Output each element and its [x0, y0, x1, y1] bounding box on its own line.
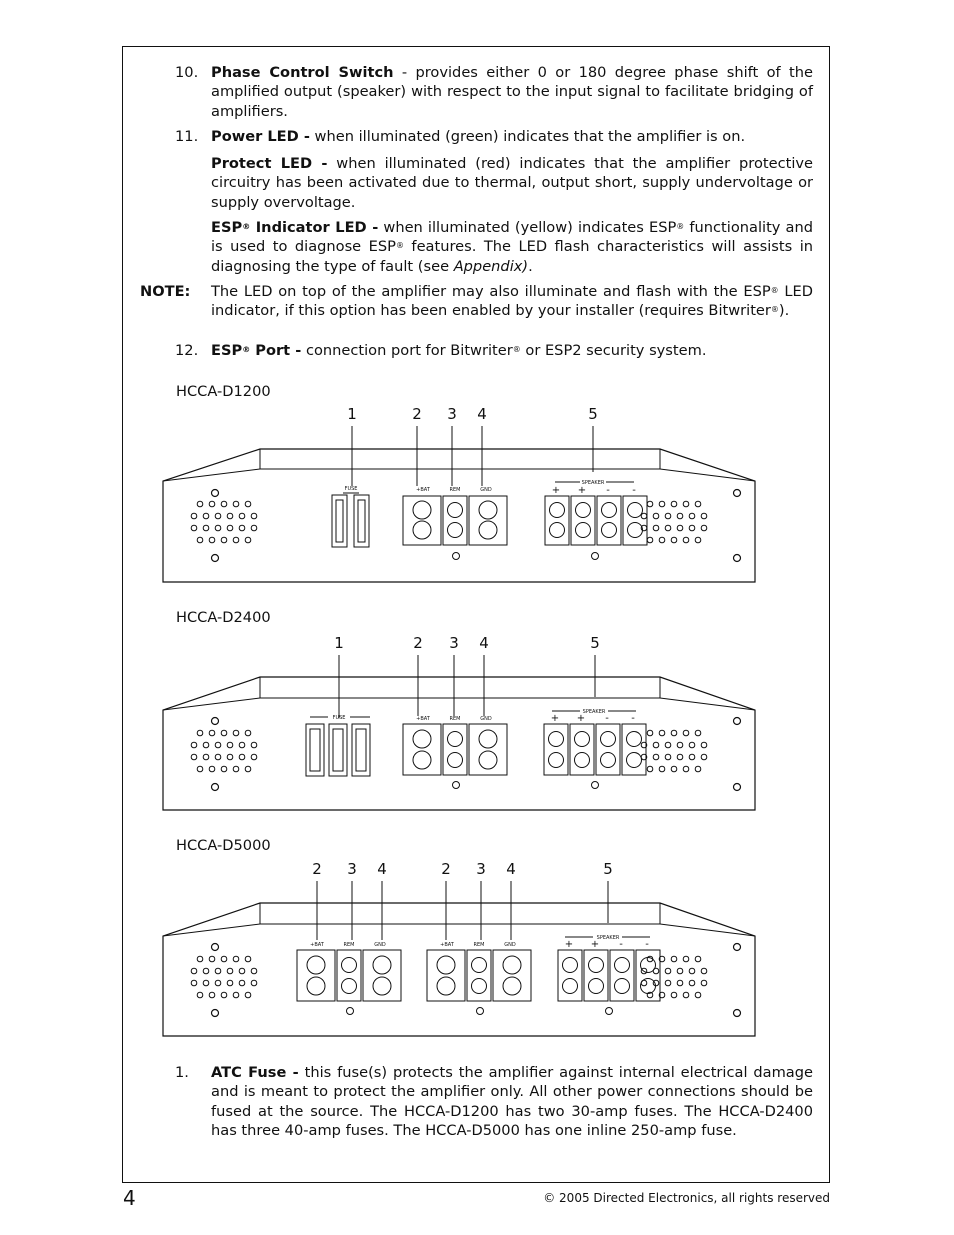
registered-mark: ®: [770, 305, 779, 315]
vent-hole: [671, 956, 677, 962]
item-1-number: 1.: [175, 1064, 189, 1081]
vent-hole: [665, 742, 671, 748]
vent-hole: [701, 754, 707, 760]
vent-hole: [659, 501, 665, 507]
vent-hole: [197, 501, 203, 507]
registered-mark: ®: [770, 286, 779, 295]
esp-led-text: [211, 218, 813, 276]
vent-hole: [251, 754, 257, 760]
note-text-b: LED indicator, if this option has been enabled by your installer (requires Bitwriter: [211, 283, 813, 320]
esp-led-title-a: ESP: [211, 219, 243, 236]
note-text-c: ).: [778, 302, 790, 320]
vent-hole: [677, 742, 683, 748]
vent-hole: [245, 730, 251, 736]
callout-number: 5: [590, 634, 600, 652]
power-led-text: [211, 127, 813, 146]
vent-hole: [701, 513, 707, 519]
callout-number: 3: [347, 860, 357, 878]
vent-hole: [653, 513, 659, 519]
vent-hole: [197, 766, 203, 772]
gnd-label: GND: [480, 716, 492, 722]
vent-hole: [671, 501, 677, 507]
vent-hole: [251, 513, 257, 519]
callout-number: 2: [413, 634, 423, 652]
vent-holes-left: [191, 730, 257, 772]
vent-hole: [677, 980, 683, 986]
minus-sign: -: [619, 939, 623, 950]
vent-hole: [641, 513, 647, 519]
item-10-text: [211, 63, 813, 121]
registered-mark: ®: [395, 241, 404, 251]
vent-hole: [665, 980, 671, 986]
vent-hole: [239, 513, 245, 519]
vent-hole: [671, 766, 677, 772]
vent-hole: [209, 730, 215, 736]
fuse-label: FUSE: [344, 486, 358, 492]
vent-hole: [647, 766, 653, 772]
minus-sign: -: [645, 939, 649, 950]
vent-hole: [251, 525, 257, 531]
vent-hole: [647, 537, 653, 543]
vent-hole: [671, 537, 677, 543]
vent-hole: [209, 501, 215, 507]
rem-label: REM: [449, 487, 461, 493]
plus-sign: +: [551, 485, 561, 496]
vent-hole: [227, 980, 233, 986]
vent-hole: [665, 754, 671, 760]
vent-hole: [221, 766, 227, 772]
vent-hole: [215, 742, 221, 748]
vent-hole: [695, 537, 701, 543]
figure-model-label: HCCA-D1200: [176, 383, 271, 400]
amplifier-panel-diagram-d5000: [160, 858, 776, 1038]
callout-number: 4: [506, 860, 516, 878]
callout-number: 1: [347, 405, 357, 423]
vent-hole: [209, 766, 215, 772]
vent-hole: [191, 513, 197, 519]
vent-hole: [191, 980, 197, 986]
vent-hole: [251, 980, 257, 986]
vent-hole: [683, 501, 689, 507]
callout-number: 4: [479, 634, 489, 652]
plus-sign: +: [564, 939, 574, 950]
vent-hole: [203, 742, 209, 748]
vent-hole: [215, 525, 221, 531]
vent-hole: [233, 537, 239, 543]
vent-hole: [233, 956, 239, 962]
note-text-a: The LED on top of the amplifier may also illuminate and flash with the ESP: [211, 283, 771, 300]
vent-hole: [227, 525, 233, 531]
vent-hole: [221, 956, 227, 962]
rem-label: REM: [473, 942, 485, 948]
gnd-label: GND: [374, 942, 386, 948]
note-text: [211, 282, 813, 321]
item-12-number: 12.: [175, 342, 199, 359]
registered-mark: ®: [676, 222, 685, 231]
callout-number: 2: [441, 860, 451, 878]
vent-hole: [209, 537, 215, 543]
vent-hole: [695, 730, 701, 736]
vent-hole: [677, 525, 683, 531]
vent-hole: [653, 525, 659, 531]
vent-hole: [203, 754, 209, 760]
vent-hole: [233, 992, 239, 998]
minus-sign: -: [632, 485, 636, 496]
power-led-desc: when illuminated (green) indicates that the amplifier is on.: [309, 128, 746, 145]
figure-model-label: HCCA-D5000: [176, 837, 271, 854]
vent-hole: [701, 968, 707, 974]
vent-hole: [671, 730, 677, 736]
gnd-label: GND: [504, 942, 516, 948]
vent-hole: [197, 956, 203, 962]
esp-led-title-b: Indicator LED -: [250, 219, 379, 236]
bat-label: +BAT: [440, 942, 454, 948]
item-11-number: 11.: [175, 128, 199, 145]
callout-number: 3: [449, 634, 459, 652]
vent-hole: [701, 980, 707, 986]
vent-holes-left: [191, 956, 257, 998]
vent-hole: [227, 754, 233, 760]
vent-hole: [215, 980, 221, 986]
minus-sign: -: [631, 713, 635, 724]
vent-hole: [689, 754, 695, 760]
vent-hole: [233, 730, 239, 736]
vent-hole: [239, 980, 245, 986]
vent-hole: [641, 980, 647, 986]
vent-hole: [221, 992, 227, 998]
vent-holes-right: [641, 730, 707, 772]
esp-port-text: [211, 341, 813, 360]
vent-holes-right: [641, 501, 707, 543]
vent-hole: [245, 501, 251, 507]
copyright-notice: © 2005 Directed Electronics, all rights reserved: [543, 1191, 830, 1205]
vent-hole: [695, 766, 701, 772]
vent-hole: [203, 525, 209, 531]
atc-fuse-title: ATC Fuse -: [211, 1064, 299, 1081]
terminal-block: [297, 937, 660, 1015]
vent-hole: [659, 537, 665, 543]
vent-hole: [701, 525, 707, 531]
vent-hole: [653, 754, 659, 760]
vent-hole: [227, 742, 233, 748]
vent-hole: [665, 525, 671, 531]
vent-hole: [677, 754, 683, 760]
vent-hole: [251, 742, 257, 748]
vent-hole: [209, 992, 215, 998]
vent-hole: [245, 537, 251, 543]
vent-hole: [239, 754, 245, 760]
vent-hole: [653, 968, 659, 974]
callout-number: 5: [603, 860, 613, 878]
vent-hole: [203, 968, 209, 974]
vent-hole: [203, 513, 209, 519]
vent-hole: [653, 980, 659, 986]
vent-hole: [191, 754, 197, 760]
vent-hole: [665, 513, 671, 519]
callout-number: 4: [477, 405, 487, 423]
gnd-label: GND: [480, 487, 492, 493]
callout-number: 3: [476, 860, 486, 878]
esp-led-desc-c: features. The LED flash characteristics will assists in diagnosing the type of fault (see: [211, 238, 813, 275]
esp-led-desc-b: functionality and is used to diagnose ESP: [211, 219, 813, 256]
vent-hole: [239, 742, 245, 748]
callout-number: 5: [588, 405, 598, 423]
vent-hole: [221, 730, 227, 736]
phase-switch-desc: - provides either 0 or 180 degree phase shift of the amplified output (speaker) with respect to the input signal to facilitate bridging of amplifiers.: [211, 64, 813, 120]
callout-number: 1: [334, 634, 344, 652]
plus-sign: +: [590, 939, 600, 950]
vent-hole: [197, 992, 203, 998]
vent-hole: [239, 525, 245, 531]
vent-holes-left: [191, 501, 257, 543]
atc-fuse-desc: this fuse(s) protects the amplifier against internal electrical damage and is meant to protect the amplifier only. All other power connections should be fused at the source. The HCCA-D1200 has two 30-amp fuses. The HCCA-D2400 has three 40-amp fuses. The HCCA-D5000 has one inline 250-amp fuse.: [211, 1064, 813, 1139]
vent-hole: [653, 742, 659, 748]
vent-hole: [683, 730, 689, 736]
vent-hole: [197, 537, 203, 543]
speaker-label: SPEAKER: [582, 709, 606, 715]
vent-hole: [245, 956, 251, 962]
callout-number: 3: [447, 405, 457, 423]
esp-port-title-a: ESP: [211, 342, 243, 359]
vent-hole: [677, 968, 683, 974]
registered-mark: ®: [512, 345, 521, 354]
vent-hole: [227, 513, 233, 519]
vent-hole: [191, 742, 197, 748]
plus-sign: +: [550, 713, 560, 724]
vent-hole: [689, 968, 695, 974]
vent-hole: [233, 766, 239, 772]
appendix-ref: Appendix): [453, 257, 529, 275]
terminal-block: [403, 482, 647, 560]
vent-hole: [215, 968, 221, 974]
esp-port-desc-b: or ESP2 security system.: [520, 342, 707, 359]
bat-label: +BAT: [416, 487, 430, 493]
esp-led-desc-a: when illuminated (yellow) indicates ESP: [378, 219, 677, 236]
vent-hole: [683, 992, 689, 998]
vent-hole: [683, 956, 689, 962]
item-10-number: 10.: [175, 64, 199, 81]
vent-hole: [215, 754, 221, 760]
terminal-block: [403, 711, 646, 789]
vent-hole: [695, 501, 701, 507]
vent-hole: [203, 980, 209, 986]
speaker-label: SPEAKER: [581, 480, 605, 486]
vent-hole: [659, 730, 665, 736]
vent-hole: [659, 766, 665, 772]
callout-number: 4: [377, 860, 387, 878]
esp-port-title-b: Port -: [250, 342, 302, 359]
bat-label: +BAT: [310, 942, 324, 948]
vent-hole: [683, 537, 689, 543]
amplifier-panel-diagram-d2400: [160, 632, 776, 812]
callout-number: 2: [312, 860, 322, 878]
power-led-title: Power LED -: [211, 128, 310, 145]
page-number: 4: [123, 1186, 136, 1210]
vent-hole: [227, 968, 233, 974]
phase-switch-title: Phase Control Switch: [211, 64, 394, 81]
vent-hole: [209, 956, 215, 962]
vent-hole: [665, 968, 671, 974]
vent-hole: [689, 513, 695, 519]
esp-led-desc-d: .: [528, 257, 533, 275]
vent-hole: [197, 730, 203, 736]
registered-mark: ®: [242, 345, 251, 354]
protect-led-title: Protect LED -: [211, 155, 328, 172]
protect-led-text: [211, 154, 813, 212]
atc-fuse-text: [211, 1063, 813, 1140]
vent-hole: [683, 766, 689, 772]
vent-hole: [245, 992, 251, 998]
fuse-label: FUSE: [332, 715, 346, 721]
vent-hole: [245, 766, 251, 772]
vent-hole: [701, 742, 707, 748]
vent-hole: [221, 537, 227, 543]
note-label: NOTE:: [140, 283, 191, 300]
speaker-label: SPEAKER: [596, 935, 620, 941]
vent-hole: [233, 501, 239, 507]
esp-port-title: [211, 342, 301, 359]
vent-hole: [689, 980, 695, 986]
rem-label: REM: [343, 942, 355, 948]
bat-label: +BAT: [416, 716, 430, 722]
registered-mark: ®: [242, 222, 251, 231]
minus-sign: -: [606, 485, 610, 496]
esp-led-title: [211, 219, 378, 236]
vent-holes-right: [641, 956, 707, 998]
callout-number: 2: [412, 405, 422, 423]
vent-hole: [221, 501, 227, 507]
vent-hole: [695, 992, 701, 998]
minus-sign: -: [605, 713, 609, 724]
vent-hole: [671, 992, 677, 998]
plus-sign: +: [576, 713, 586, 724]
vent-hole: [215, 513, 221, 519]
vent-hole: [647, 730, 653, 736]
rem-label: REM: [449, 716, 461, 722]
vent-hole: [191, 525, 197, 531]
vent-hole: [191, 968, 197, 974]
amplifier-panel-diagram-d1200: [160, 402, 776, 584]
plus-sign: +: [577, 485, 587, 496]
vent-hole: [677, 513, 683, 519]
vent-hole: [689, 525, 695, 531]
vent-hole: [251, 968, 257, 974]
figure-model-label: HCCA-D2400: [176, 609, 271, 626]
protect-led-desc: when illuminated (red) indicates that the amplifier protective circuitry has been activated due to thermal, output short, supply undervoltage or supply overvoltage.: [211, 155, 813, 211]
vent-hole: [239, 968, 245, 974]
vent-hole: [689, 742, 695, 748]
esp-port-desc-a: connection port for Bitwriter: [301, 342, 513, 359]
vent-hole: [695, 956, 701, 962]
vent-hole: [647, 501, 653, 507]
